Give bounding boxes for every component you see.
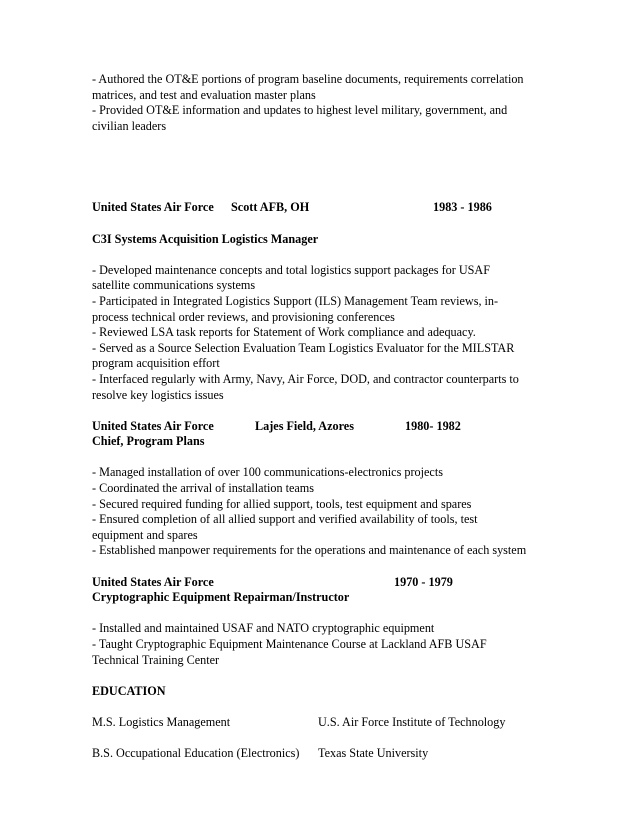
job-dates: 1970 - 1979: [394, 574, 453, 589]
intro-line: - Authored the OT&E portions of program baseline documents, requirements correlation: [92, 72, 524, 86]
spacer: [92, 668, 552, 684]
spacer: [92, 403, 552, 419]
education-school: U.S. Air Force Institute of Technology: [318, 714, 506, 729]
job-bullet-line: process technical order reviews, and provisioning conferences: [92, 309, 395, 324]
education-degree: M.S. Logistics Management: [92, 714, 231, 729]
intro-line: civilian leaders: [92, 118, 167, 133]
spacer: [92, 699, 552, 715]
job-bullet-line: program acquisition effort: [92, 356, 220, 371]
job-org: United States Air Force: [92, 418, 214, 433]
job-bullet-line: - Served as a Source Selection Evaluation Team Logistics Evaluator for the MILSTAR: [92, 340, 515, 355]
job-entry-crypto: [92, 575, 552, 669]
job-bullet-line: satellite communications systems: [92, 278, 256, 293]
intro-bullets: [92, 72, 552, 134]
education-entry: [92, 715, 552, 731]
job-bullet-line: - Participated in Integrated Logistics Support (ILS) Management Team reviews, in-: [92, 293, 499, 308]
job-bullet-line: equipment and spares: [92, 527, 198, 542]
job-title: Cryptographic Equipment Repairman/Instructor: [92, 590, 350, 605]
education-heading: EDUCATION: [92, 683, 166, 698]
spacer: [92, 216, 552, 232]
job-bullet-line: - Managed installation of over 100 communications-electronics projects: [92, 465, 443, 480]
education-section: [92, 684, 552, 762]
education-entry: [92, 746, 552, 762]
job-bullet-line: - Coordinated the arrival of installation teams: [92, 481, 315, 496]
job-dates: 1983 - 1986: [433, 200, 492, 215]
job-title: C3I Systems Acquisition Logistics Manager: [92, 231, 319, 246]
section-spacer: [92, 134, 552, 200]
job-header: [92, 200, 552, 216]
spacer: [92, 731, 552, 747]
intro-line: - Provided OT&E information and updates to highest level military, government, and: [92, 103, 508, 118]
job-bullet-line: - Developed maintenance concepts and total logistics support packages for USAF: [92, 262, 491, 277]
job-bullet-line: - Taught Cryptographic Equipment Maintenance Course at Lackland AFB USAF: [92, 637, 487, 651]
job-bullet-line: resolve key logistics issues: [92, 387, 224, 402]
job-bullet-line: - Interfaced regularly with Army, Navy, Air Force, DOD, and contractor counterparts to: [92, 371, 519, 386]
job-location: Lajes Field, Azores: [255, 418, 354, 433]
job-header: [92, 419, 552, 435]
job-entry-lajes: [92, 419, 552, 559]
job-org: United States Air Force: [92, 200, 214, 215]
education-school: Texas State University: [318, 746, 429, 761]
job-bullet-line: Technical Training Center: [92, 652, 220, 667]
job-title: Chief, Program Plans: [92, 434, 205, 449]
job-location: Scott AFB, OH: [231, 200, 310, 215]
spacer: [92, 606, 552, 622]
job-bullet-line: - Installed and maintained USAF and NATO cryptographic equipment: [92, 621, 435, 636]
job-dates: 1980- 1982: [405, 418, 461, 433]
education-degree: B.S. Occupational Education (Electronics): [92, 746, 300, 761]
job-org: United States Air Force: [92, 574, 214, 589]
job-bullet-line: - Reviewed LSA task reports for Statement of Work compliance and adequacy.: [92, 325, 476, 340]
spacer: [92, 559, 552, 575]
spacer: [92, 450, 552, 466]
job-bullet-line: - Ensured completion of all allied support and verified availability of tools, test: [92, 512, 478, 527]
spacer: [92, 247, 552, 263]
job-bullet-line: - Established manpower requirements for the operations and maintenance of each system: [92, 543, 527, 558]
job-header: [92, 575, 552, 591]
intro-line: matrices, and test and evaluation master plans: [92, 87, 316, 102]
job-entry-scott: [92, 200, 552, 403]
resume-page: [92, 72, 552, 762]
job-bullet-line: - Secured required funding for allied support, tools, test equipment and spares: [92, 496, 472, 511]
